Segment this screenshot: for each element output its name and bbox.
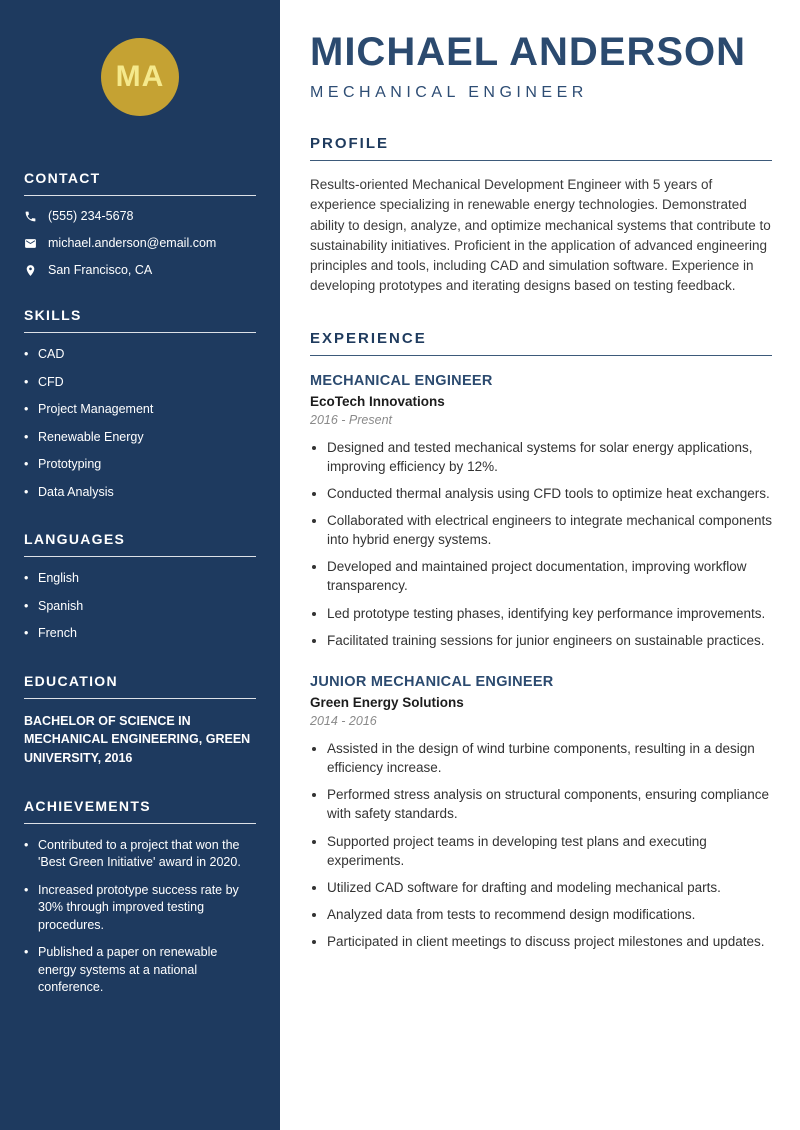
job-bullet: • Analyzed data from tests to recommend design modifications. [327, 905, 772, 924]
skills-heading: SKILLS [24, 307, 256, 333]
job-bullet: • Supported project teams in developing test plans and executing experiments. [327, 832, 772, 870]
education-section [24, 673, 256, 768]
languages-heading: LANGUAGES [24, 531, 256, 557]
job-bullet: • Performed stress analysis on structural components, ensuring compliance with safety standards. [327, 785, 772, 823]
email-icon [24, 237, 37, 250]
job-bullet: • Collaborated with electrical engineers to integrate mechanical components into hybrid energy systems. [327, 511, 772, 549]
achievement-item: • Published a paper on renewable energy systems at a national conference. [24, 944, 256, 997]
achievements-heading: ACHIEVEMENTS [24, 798, 256, 824]
contact-phone [24, 209, 256, 223]
job-dates: 2014 - 2016 [310, 713, 377, 728]
skill-item: • CFD [24, 374, 256, 392]
location-icon [24, 264, 37, 277]
contact-phone-text: (555) 234-5678 [48, 209, 134, 223]
job-bullet: • Developed and maintained project documentation, improving workflow transparency. [327, 557, 772, 595]
avatar-initials: MA [115, 60, 165, 93]
skill-item: • Project Management [24, 401, 256, 419]
job-dates: 2016 - Present [310, 412, 392, 427]
language-item: • French [24, 625, 256, 643]
skill-item: • Renewable Energy [24, 429, 256, 447]
avatar [101, 38, 179, 116]
job-bullet: • Designed and tested mechanical systems for solar energy applications, improving efficiency by 12%. [327, 438, 772, 476]
language-item: • English [24, 570, 256, 588]
job-bullet: • Utilized CAD software for drafting and modeling mechanical parts. [327, 878, 772, 897]
profile-heading: PROFILE [310, 135, 772, 161]
phone-icon [24, 210, 37, 223]
skills-list [24, 346, 256, 501]
contact-heading: CONTACT [24, 170, 256, 196]
candidate-name: MICHAEL ANDERSON [310, 30, 747, 74]
contact-location-text: San Francisco, CA [48, 263, 153, 277]
achievement-item: • Increased prototype success rate by 30% through improved testing procedures. [24, 882, 256, 935]
skill-item: • CAD [24, 346, 256, 364]
skill-item: • Prototyping [24, 456, 256, 474]
job-entry [310, 674, 772, 951]
job-bullet-list [310, 438, 772, 650]
languages-section [24, 531, 256, 643]
job-bullet: • Assisted in the design of wind turbine components, resulting in a design efficiency increase. [327, 739, 772, 777]
profile-text: Results-oriented Mechanical Development Engineer with 5 years of experience specializing in renewable energy technologies. Demonstrated ability to design, analyze, and optimize mechanical systems that contribute to sustainability initiatives. Proficient in the application of advanced engineering principles and tools, including CAD and simulation software. Experience in developing prototypes and iterating designs based on testing feedback. [310, 177, 771, 294]
experience-heading: EXPERIENCE [310, 330, 772, 356]
education-heading: EDUCATION [24, 673, 256, 699]
job-bullet: • Led prototype testing phases, identifying key performance improvements. [327, 604, 772, 623]
job-title: MECHANICAL ENGINEER [310, 372, 493, 389]
job-company: Green Energy Solutions [310, 694, 464, 710]
sidebar [0, 0, 280, 1130]
contact-location [24, 263, 256, 277]
contact-email [24, 236, 256, 250]
profile-section [310, 135, 772, 297]
candidate-title: MECHANICAL ENGINEER [310, 84, 588, 101]
achievements-section [24, 798, 256, 997]
achievement-item: • Contributed to a project that won the 'Best Green Initiative' award in 2020. [24, 837, 256, 872]
job-title: JUNIOR MECHANICAL ENGINEER [310, 673, 554, 690]
skills-section [24, 307, 256, 501]
job-bullet: • Facilitated training sessions for junior engineers on sustainable practices. [327, 631, 772, 650]
experience-section [310, 330, 772, 952]
job-bullet-list [310, 739, 772, 951]
skill-item: • Data Analysis [24, 484, 256, 502]
contact-email-text: michael.anderson@email.com [48, 236, 217, 250]
job-bullet: • Conducted thermal analysis using CFD tools to optimize heat exchangers. [327, 484, 772, 503]
contact-section [24, 170, 256, 277]
job-bullet: • Participated in client meetings to discuss project milestones and updates. [327, 932, 772, 951]
language-item: • Spanish [24, 598, 256, 616]
job-entry [310, 373, 772, 650]
job-company: EcoTech Innovations [310, 393, 445, 409]
education-degree: BACHELOR OF SCIENCE IN MECHANICAL ENGINEERING, GREEN UNIVERSITY, 2016 [24, 713, 251, 765]
languages-list [24, 570, 256, 643]
main-content [280, 0, 800, 1130]
achievements-list [24, 837, 256, 997]
